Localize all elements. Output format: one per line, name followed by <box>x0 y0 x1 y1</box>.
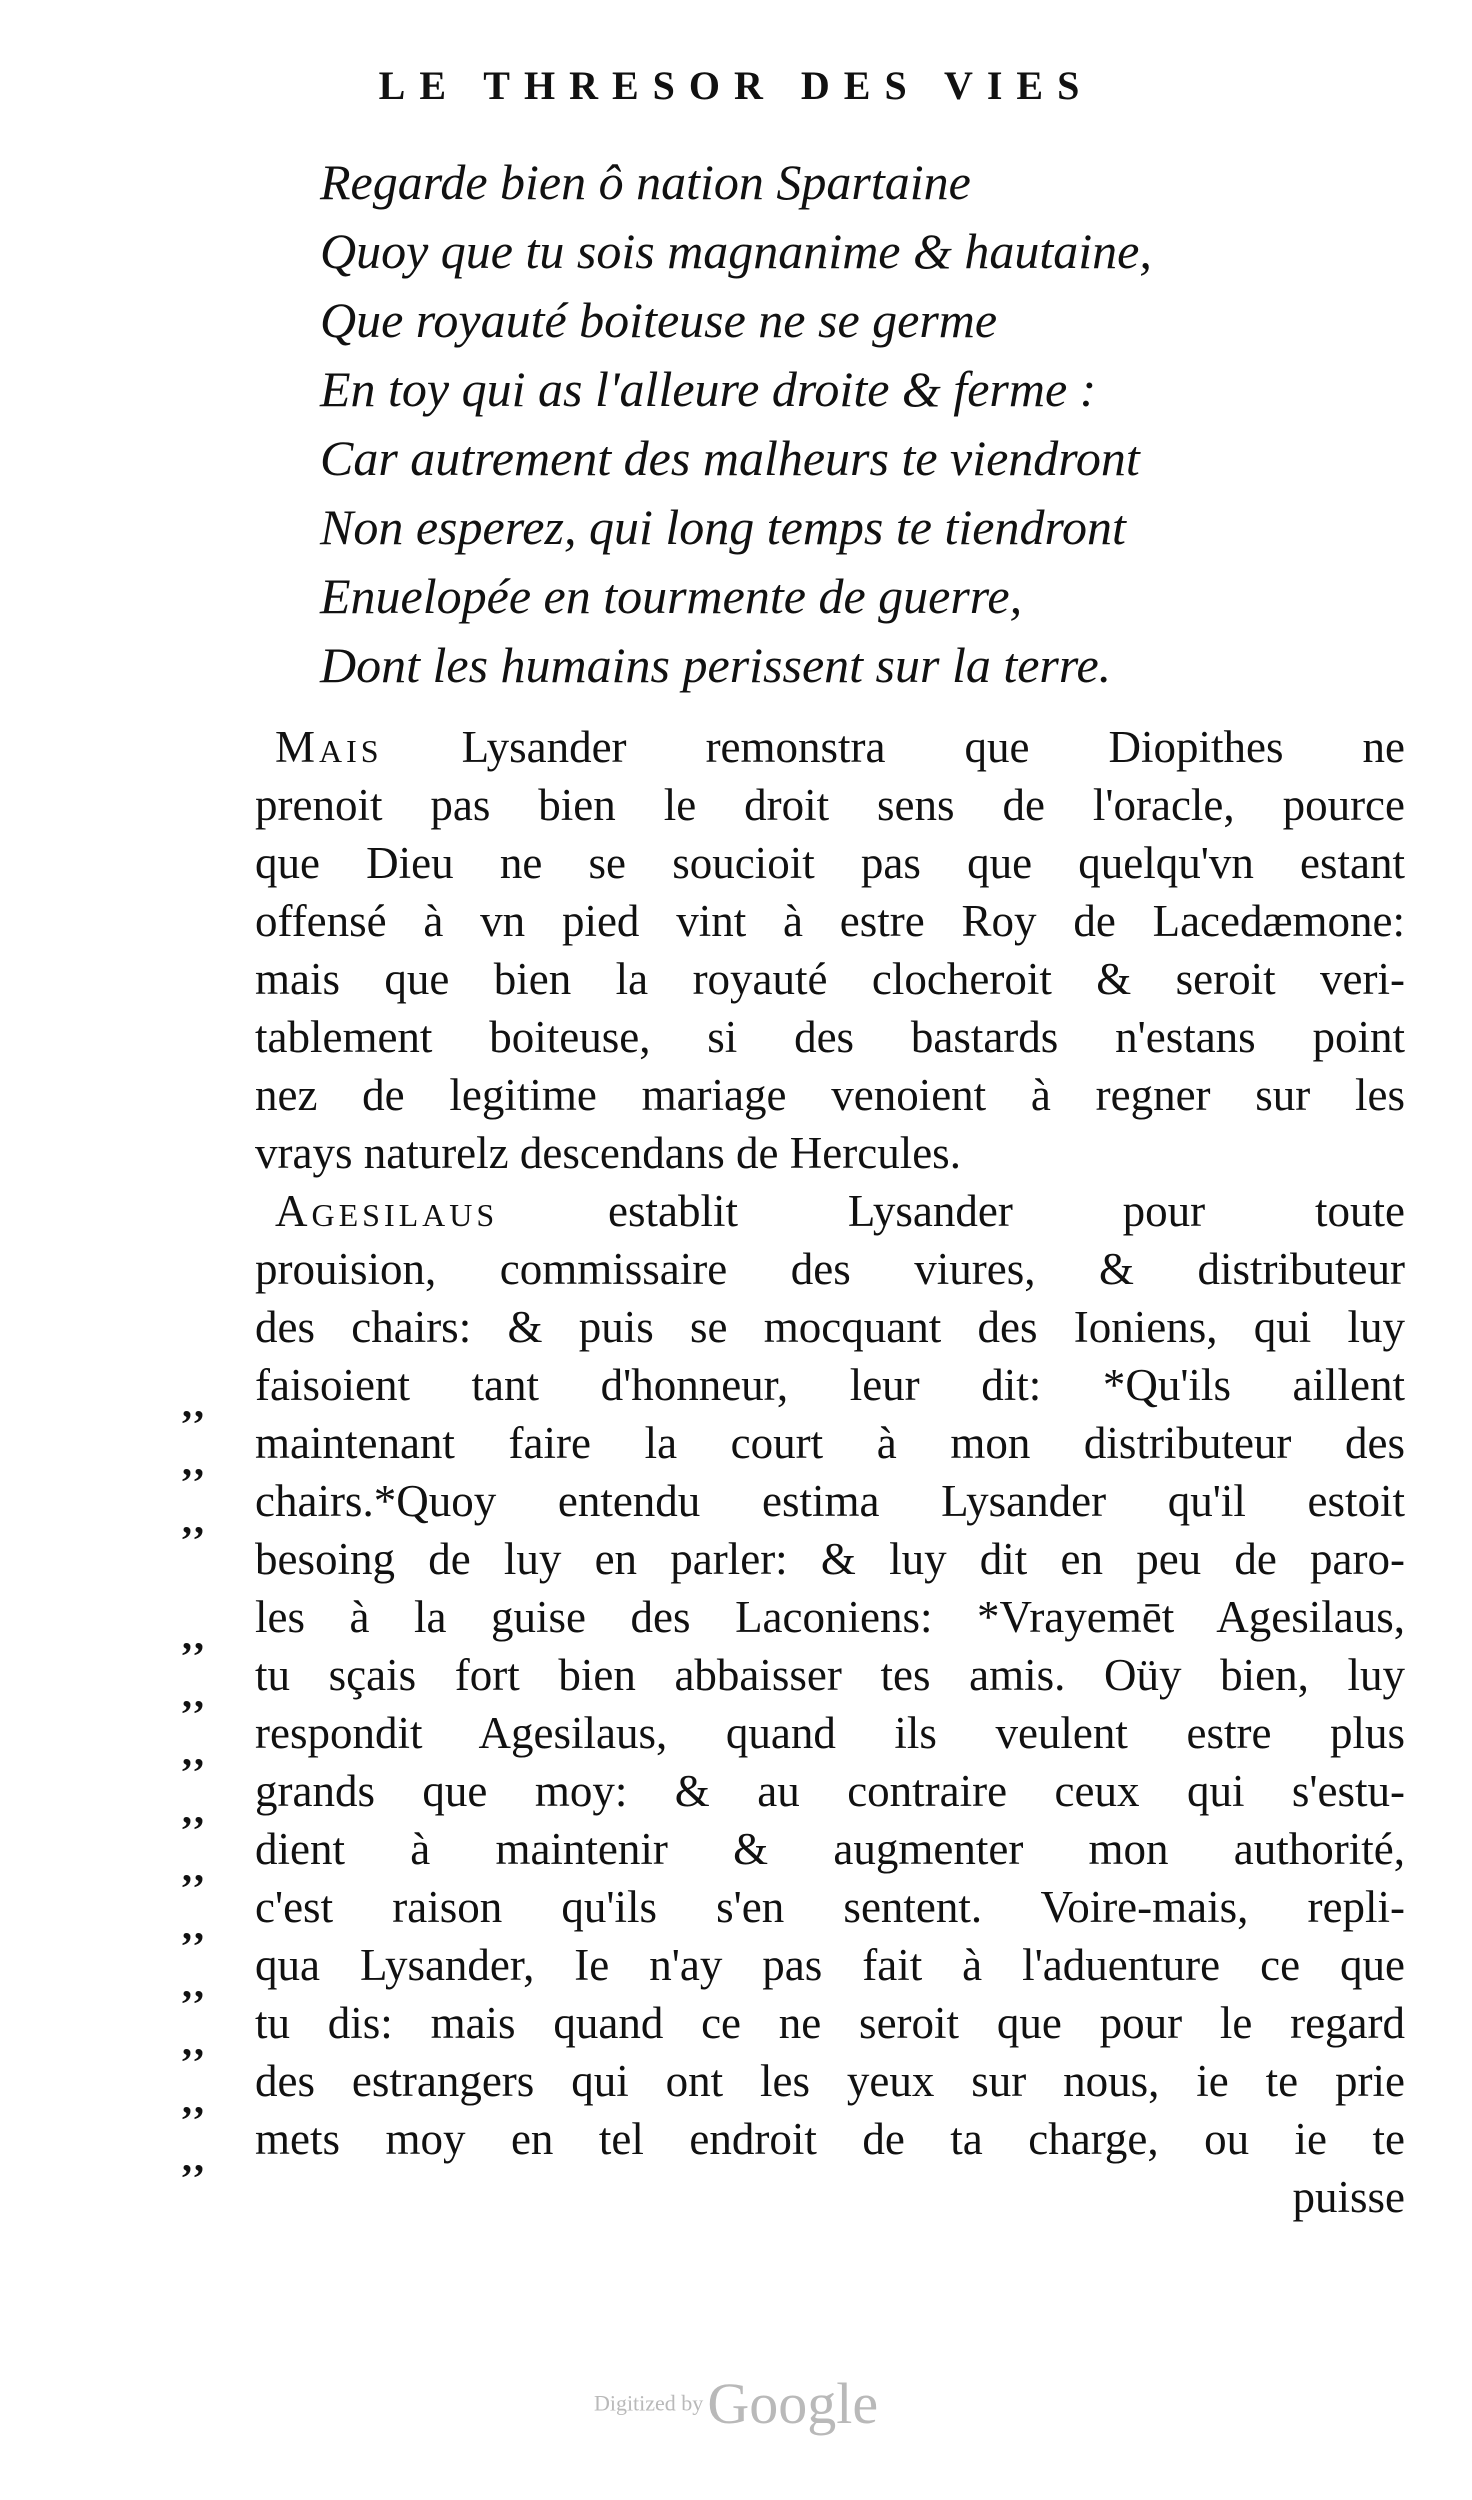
oracle-verse <box>320 148 1360 700</box>
text-line: offensé à vn pied vint à estre Roy de Lacedæmone: <box>255 896 1405 946</box>
quote-mark: ,, <box>182 1903 206 1948</box>
text-line: mais que bien la royauté clocheroit & seroit veri- <box>255 954 1405 1004</box>
paragraph-first-line: Agesilaus establit Lysander pour toute <box>275 1186 1405 1236</box>
text-line: c'est raison qu'ils s'en sentent. Voire-mais, repli- <box>255 1882 1405 1932</box>
quote-mark: ,, <box>182 1671 206 1716</box>
text-line: qua Lysander, Ie n'ay pas fait à l'aduenture ce que <box>255 1940 1405 1990</box>
quote-mark: ,, <box>182 1787 206 1832</box>
quote-mark: ,, <box>182 1381 206 1426</box>
verse-line: Regarde bien ô nation Spartaine <box>320 154 971 210</box>
text-line: prouision, commissaire des viures, & distributeur <box>255 1244 1405 1294</box>
running-head: LE THRESOR DES VIES <box>378 63 1094 108</box>
quote-mark: ,, <box>182 2135 206 2180</box>
text-line: maintenant faire la court à mon distributeur des <box>255 1418 1405 1468</box>
quote-mark: ,, <box>182 1497 206 1542</box>
text-line: tu dis: mais quand ce ne seroit que pour le regard <box>255 1998 1405 2048</box>
quote-mark: ,, <box>182 1729 206 1774</box>
verse-line: Quoy que tu sois magnanime & hautaine, <box>320 223 1152 279</box>
text-line: des estrangers qui ont les yeux sur nous, ie te prie <box>255 2056 1405 2106</box>
text-line: besoing de luy en parler: & luy dit en peu de paro- <box>255 1534 1405 1584</box>
text-line: que Dieu ne se soucioit pas que quelqu'vn estant <box>255 838 1405 888</box>
verse-line: Que royauté boiteuse ne se germe <box>320 292 998 348</box>
watermark-prefix: Digitized by <box>593 2390 704 2416</box>
catchword: puisse <box>1292 2172 1405 2222</box>
body-text <box>255 718 1405 2226</box>
verse-line: Dont les humains perissent sur la terre. <box>320 637 1112 693</box>
text-line: dient à maintenir & augmenter mon authorité, <box>255 1824 1405 1874</box>
verse-line: Enuelopée en tourmente de guerre, <box>320 568 1023 624</box>
text-line: les à la guise des Laconiens: *Vrayemēt Agesilaus, <box>255 1592 1405 1642</box>
quote-mark: ,, <box>182 1845 206 1890</box>
verse-line: En toy qui as l'alleure droite & ferme : <box>320 361 1097 417</box>
google-logo: Google <box>707 2371 879 2436</box>
text-line: tablement boiteuse, si des bastards n'estans point <box>255 1012 1405 1062</box>
verse-line: Non esperez, qui long temps te tiendront <box>320 499 1126 555</box>
text-line: faisoient tant d'honneur, leur dit: *Qu'ils aillent <box>255 1360 1405 1410</box>
small-caps-lead: Mais <box>275 722 383 772</box>
text-line: des chairs: & puis se mocquant des Ioniens, qui luy <box>255 1302 1405 1352</box>
margin-quote-marks <box>182 0 242 2500</box>
text-line: grands que moy: & au contraire ceux qui s'estu- <box>255 1766 1405 1816</box>
text-line: mets moy en tel endroit de ta charge, ou ie te <box>255 2114 1405 2164</box>
text-line: nez de legitime mariage venoient à regner sur les <box>255 1070 1405 1120</box>
small-caps-lead: Agesilaus <box>275 1186 499 1236</box>
quote-mark: ,, <box>182 1439 206 1484</box>
verse-line: Car autrement des malheurs te viendront <box>320 430 1140 486</box>
text-line: respondit Agesilaus, quand ils veulent estre plus <box>255 1708 1405 1758</box>
quote-mark: ,, <box>182 1961 206 2006</box>
paragraph-first-line: Mais Lysander remonstra que Diopithes ne <box>275 722 1405 772</box>
text-line: chairs.*Quoy entendu estima Lysander qu'il estoit <box>255 1476 1405 1526</box>
text-line: prenoit pas bien le droit sens de l'oracle, pource <box>255 780 1405 830</box>
digitization-watermark <box>0 2370 1472 2437</box>
quote-mark: ,, <box>182 2019 206 2064</box>
text-line: vrays naturelz descendans de Hercules. <box>255 1128 961 1178</box>
quote-mark: ,, <box>182 1613 206 1658</box>
quote-mark: ,, <box>182 2077 206 2122</box>
text-line: tu sçais fort bien abbaisser tes amis. Oüy bien, luy <box>255 1650 1405 1700</box>
